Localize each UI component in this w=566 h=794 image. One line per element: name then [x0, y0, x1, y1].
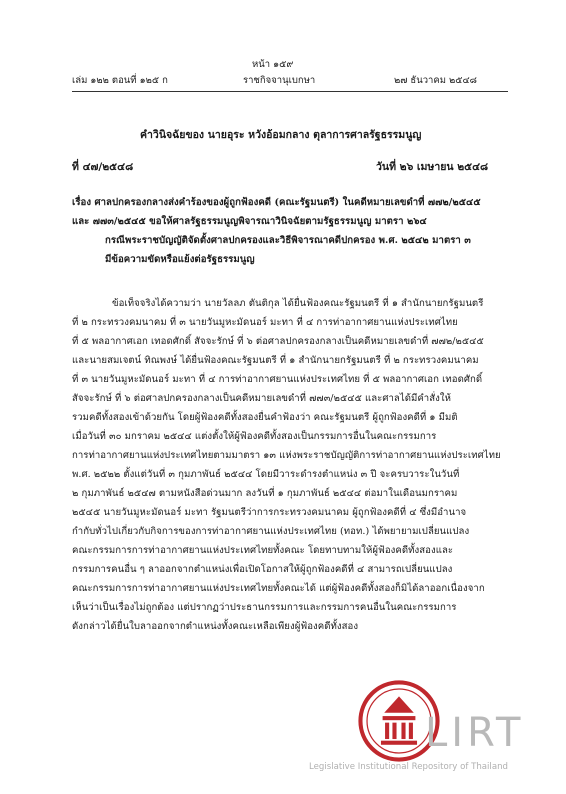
- body-line: พ.ศ. ๒๕๒๒ ตั้งแต่วันที่ ๓ กุมภาพันธ์ ๒๕๔๔ โดยมีวาระดำรงตำแหน่ง ๓ ปี จะครบวาระในวันที่: [72, 469, 460, 480]
- decision-date: วันที่ ๒๖ เมษายน ๒๕๔๘: [376, 161, 489, 173]
- document-title: คำวินิจฉัยของ นายอุระ หวังอ้อมกลาง ตุลาการศาลรัฐธรรมนูญ: [140, 129, 422, 141]
- body-line: การท่าอากาศยานแห่งประเทศไทยตามมาตรา ๑๓ แห่งพระราชบัญญัติการท่าอากาศยานแห่งประเทศไทย: [72, 450, 501, 461]
- page-number: หน้า ๑๕๙: [252, 59, 294, 70]
- subject-line: กรณีพระราชบัญญัติจัดตั้งศาลปกครองและวิธีพิจารณาคดีปกครอง พ.ศ. ๒๕๔๒ มาตรา ๓: [105, 235, 471, 246]
- body-line: ๒ กุมภาพันธ์ ๒๕๔๗ ตามหนังสือด่วนมาก ลงวันที่ ๑ กุมภาพันธ์ ๒๕๔๔ ต่อมาในเดือนมกราคม: [72, 488, 458, 499]
- body-line: ที่ ๓ นายวันมูหะมัดนอร์ มะทา ที่ ๔ การท่าอากาศยานแห่งประเทศไทย ที่ ๕ พลอากาศเอก เทอดศักดิ์: [72, 374, 483, 385]
- body-line: และนายสมเจตน์ ทิณพงษ์ ได้ยื่นฟ้องคณะรัฐมนตรี ที่ ๑ สำนักนายกรัฐมนตรี ที่ ๒ กระทรวงคมนาคม: [72, 355, 479, 366]
- watermark-brand: LIRT: [425, 710, 525, 756]
- body-line: ที่ ๕ พลอากาศเอก เทอดศักดิ์ สัจจะรักษ์ ที่ ๖ ต่อศาลปกครองกลางเป็นคดีหมายเลขดำที่ ๗๗๒/๒๕๔๕: [72, 336, 484, 347]
- volume-issue: เล่ม ๑๒๒ ตอนที่ ๑๒๕ ก: [72, 75, 168, 86]
- body-line: รวมคดีทั้งสองเข้าด้วยกัน โดยผู้ฟ้องคดีทั้งสองยื่นคำฟ้องว่า คณะรัฐมนตรี ผู้ถูกฟ้องคดีที่ ๑ มีมติ: [72, 412, 458, 423]
- body-line: คณะกรรมการการท่าอากาศยานแห่งประเทศไทยทั้งคณะได้ แต่ผู้ฟ้องคดีทั้งสองก็มิได้ลาออกเนื่องจาก: [72, 583, 485, 594]
- subject-line: และ ๗๗๓/๒๕๔๕ ขอให้ศาลรัฐธรรมนูญพิจารณาวินิจฉัยตามรัฐธรรมนูญ มาตรา ๒๖๔: [72, 216, 427, 227]
- subject-line: เรื่อง ศาลปกครองกลางส่งคำร้องของผู้ถูกฟ้องคดี (คณะรัฐมนตรี) ในคดีหมายเลขดำที่ ๗๗๒/๒๕๔๕: [72, 197, 481, 208]
- body-line: ที่ ๒ กระทรวงคมนาคม ที่ ๓ นายวันมูหะมัดนอร์ มะทา ที่ ๔ การท่าอากาศยานแห่งประเทศไทย: [72, 317, 458, 328]
- watermark-caption: Legislative Institutional Repository of Thailand: [309, 762, 508, 772]
- header-rule: [72, 91, 508, 92]
- gazette-date: ๒๗ ธันวาคม ๒๕๔๘: [394, 75, 477, 86]
- gazette-name: ราชกิจจานุเบกษา: [243, 75, 316, 86]
- body-line: คณะกรรมการการท่าอากาศยานแห่งประเทศไทยทั้งคณะ โดยทาบทามให้ผู้ฟ้องคดีทั้งสองและ: [72, 545, 454, 556]
- body-line: ๒๕๔๕ นายวันมูหะมัดนอร์ มะทา รัฐมนตรีว่าการกระทรวงคมนาคม ผู้ถูกฟ้องคดีที่ ๔ ซึ่งมีอำนาจ: [72, 507, 467, 518]
- body-line: เห็นว่าเป็นเรื่องไม่ถูกต้อง แต่ปรากฏว่าประธานกรรมการและกรรมการคนอื่นในคณะกรรมการ: [72, 602, 457, 613]
- body-line: กรรมการคนอื่น ๆ ลาออกจากตำแหน่งเพื่อเปิดโอกาสให้ผู้ถูกฟ้องคดีที่ ๔ สามารถเปลี่ยนแปลง: [72, 564, 453, 575]
- subject-line: มีข้อความขัดหรือแย้งต่อรัฐธรรมนูญ: [105, 254, 255, 265]
- body-line: สัจจะรักษ์ ที่ ๖ ต่อศาลปกครองกลางเป็นคดีหมายเลขดำที่ ๗๗๓/๒๕๔๕ และศาลได้มีคำสั่งให้: [72, 393, 451, 404]
- body-line: ข้อเท็จจริงได้ความว่า นายวัลลภ ตันติกุล ได้ยื่นฟ้องคณะรัฐมนตรี ที่ ๑ สำนักนายกรัฐมนตรี: [112, 298, 484, 309]
- document-number: ที่ ๔๗/๒๕๔๘: [72, 161, 134, 173]
- body-line: กำกับทั่วไปเกี่ยวกับกิจการของการท่าอากาศยานแห่งประเทศไทย (ทอท.) ได้พยายามเปลี่ยนแปลง: [72, 526, 470, 537]
- body-line: ดังกล่าวได้ยื่นใบลาออกจากตำแหน่งทั้งคณะเหลือเพียงผู้ฟ้องคดีทั้งสอง: [72, 621, 359, 632]
- body-line: เมื่อวันที่ ๓๐ มกราคม ๒๕๔๔ แต่งตั้งให้ผู้ฟ้องคดีทั้งสองเป็นกรรมการอื่นในคณะกรรมการ: [72, 431, 437, 442]
